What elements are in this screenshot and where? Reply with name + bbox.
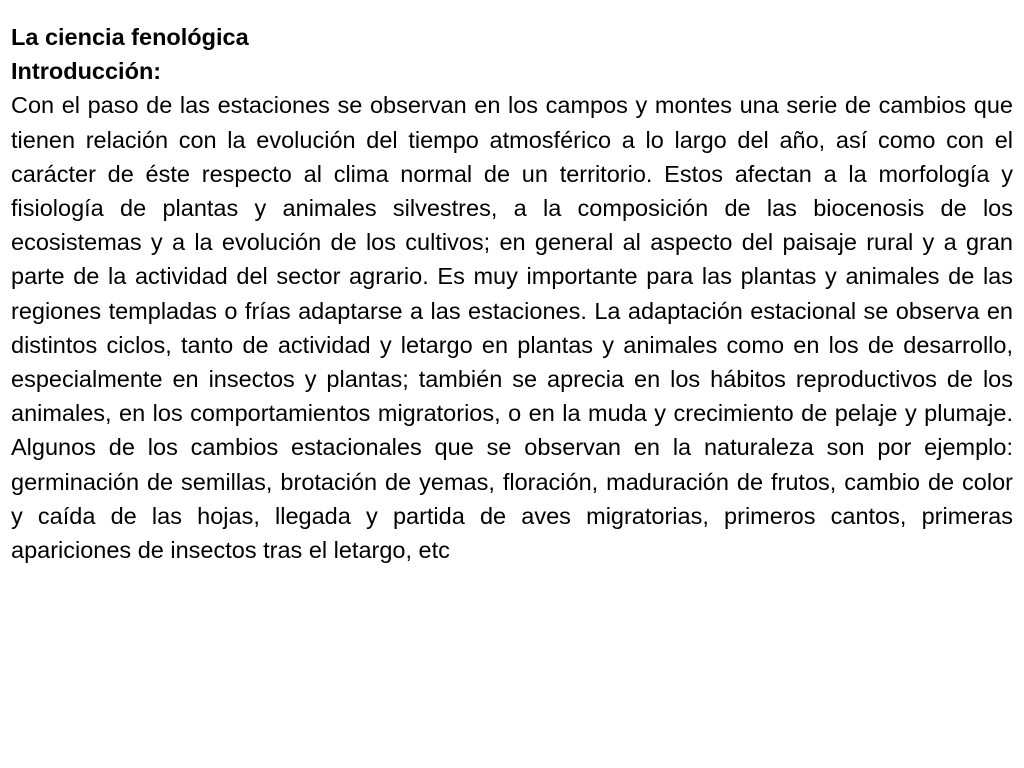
section-heading: Introducción: <box>11 58 162 85</box>
slide-content <box>11 20 1013 567</box>
body-paragraph: Con el paso de las estaciones se observan en los campos y montes una serie de cambios que tienen relación con la evolución del tiempo atmosférico a lo largo del año, así como con el carácter de éste respecto al clima normal de un territorio. Estos afectan a la morfología y fisiología de plantas y animales silvestres, a la composición de las biocenosis de los ecosistemas y a la evolución de los cultivos; en general al aspecto del paisaje rural y a gran parte de la actividad del sector agrario. Es muy importante para las plantas y animales de las regiones templadas o frías adaptarse a las estaciones. La adaptación estacional se observa en distintos ciclos, tanto de actividad y letargo en plantas y animales como en los de desarrollo, especialmente en insectos y plantas; también se aprecia en los hábitos reproductivos de los animales, en los comportamientos migratorios, o en la muda y crecimiento de pelaje y plumaje. Algunos de los cambios estacionales que se observan en la naturaleza son por ejemplo: germinación de semillas, brotación de yemas, floración, maduración de frutos, cambio de color y caída de las hojas, llegada y partida de aves migratorias, primeros cantos, primeras apariciones de insectos tras el letargo, etc <box>11 92 1013 564</box>
page-title: La ciencia fenológica <box>11 24 249 50</box>
